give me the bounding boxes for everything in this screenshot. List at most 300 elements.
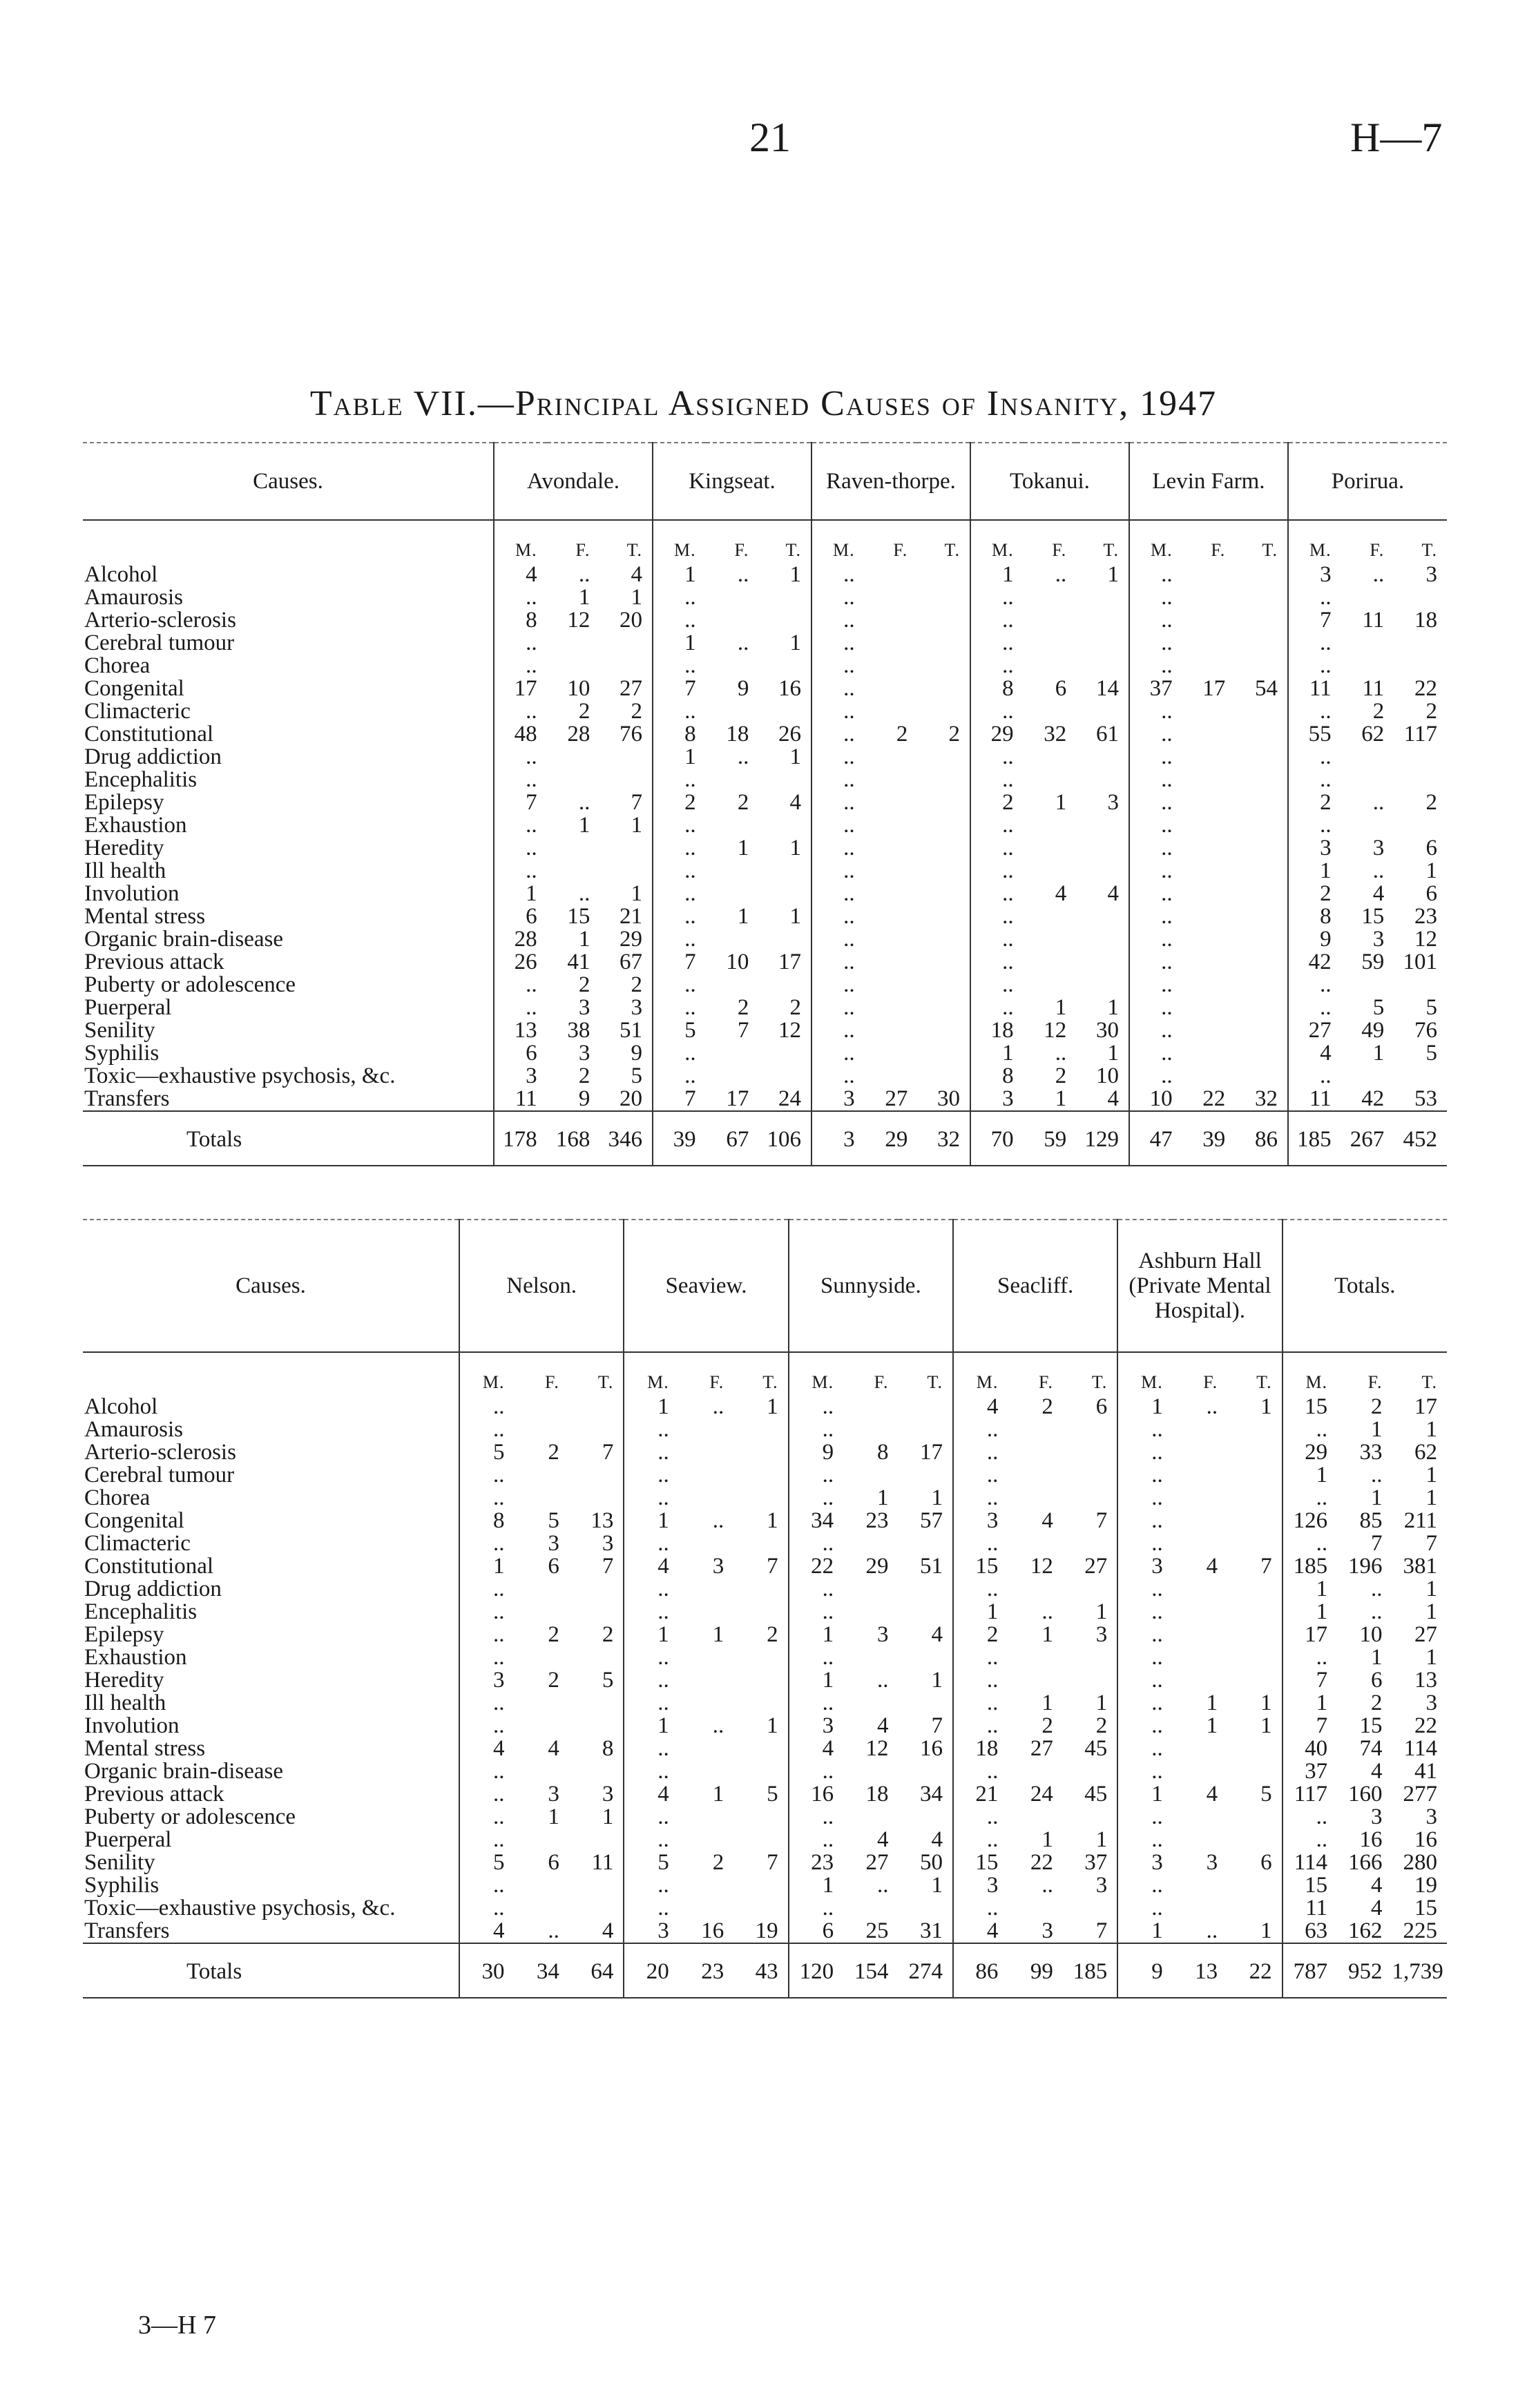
total-value: 106 <box>758 1111 811 1166</box>
cell-value <box>733 1874 788 1897</box>
cell-value: .. <box>624 1487 678 1510</box>
cell-value <box>1227 1510 1282 1532</box>
cell-value <box>569 1692 624 1715</box>
cell-value: 1 <box>1283 1601 1337 1624</box>
cell-value <box>569 1601 624 1624</box>
cell-value: .. <box>811 609 865 632</box>
cell-value: 1 <box>789 1624 843 1646</box>
cell-value <box>1063 1487 1117 1510</box>
cell-value: 1 <box>789 564 801 586</box>
cell-value: 3 <box>1117 1555 1172 1578</box>
cell-value <box>917 1065 970 1088</box>
cell-value: 4 <box>1206 1555 1218 1578</box>
cell-value <box>1235 632 1288 655</box>
cell-value: .. <box>953 1897 1008 1920</box>
cell-value: 1 <box>970 1042 1024 1065</box>
cell-value <box>733 1760 788 1783</box>
cell-value: 31 <box>919 1920 943 1943</box>
cause-label: Encephalitis <box>84 769 198 791</box>
subheader-f: F. <box>709 1372 724 1392</box>
cell-value: .. <box>789 1464 843 1487</box>
cell-value: 225 <box>1403 1920 1437 1943</box>
cell-value <box>1063 1418 1117 1441</box>
cell-value: 67 <box>620 951 643 974</box>
cell-value <box>1008 1578 1062 1601</box>
cell-value: .. <box>811 883 865 905</box>
cause-label: Organic brain-disease <box>84 1760 284 1783</box>
cell-value: .. <box>459 1601 514 1624</box>
cell-value <box>865 564 918 586</box>
cause-label: Syphilis <box>84 1042 160 1065</box>
total-value: 67 <box>706 1111 759 1166</box>
subheader-f: F. <box>1203 1372 1218 1392</box>
cell-value: .. <box>970 951 1024 974</box>
cell-value: 1 <box>1117 1396 1172 1418</box>
cell-value: 5 <box>548 1510 559 1532</box>
cell-value: 2 <box>948 723 960 746</box>
cell-value: 7 <box>1283 1715 1337 1737</box>
cell-value: .. <box>1129 769 1182 791</box>
subheader-m: M. <box>970 520 1024 564</box>
group-header-seacliff: Seacliff. <box>953 1220 1117 1352</box>
cell-value <box>843 1646 898 1669</box>
cell-value <box>733 1737 788 1760</box>
cell-value <box>1063 1532 1117 1555</box>
cell-value: 3 <box>970 1088 1024 1111</box>
cell-value: 4 <box>1372 883 1385 905</box>
total-value: 3 <box>811 1111 865 1166</box>
cell-value <box>1076 814 1129 837</box>
cell-value: 1 <box>631 814 643 837</box>
table-row <box>83 564 1447 586</box>
cell-value <box>917 609 970 632</box>
cell-value <box>917 837 970 860</box>
cell-value: 1 <box>1371 1487 1383 1510</box>
cell-value: 2 <box>548 1441 559 1464</box>
cell-value <box>1182 860 1236 883</box>
cell-value <box>843 1692 898 1715</box>
table-row <box>83 1669 1447 1692</box>
cell-value: 1 <box>1041 1829 1053 1851</box>
group-header-sunnyside: Sunnyside. <box>789 1220 953 1352</box>
cell-value: 1 <box>877 1487 889 1510</box>
cell-value: 6 <box>1371 1669 1383 1692</box>
cell-value: .. <box>1283 1829 1337 1851</box>
cell-value: .. <box>1288 1065 1341 1088</box>
cell-value: 4 <box>1371 1760 1383 1783</box>
cell-value <box>1173 1624 1227 1646</box>
cell-value: 117 <box>1403 723 1437 746</box>
cell-value: .. <box>789 1829 843 1851</box>
cell-value: 16 <box>701 1920 724 1943</box>
cell-value: .. <box>953 1806 1008 1829</box>
cell-value <box>679 1897 733 1920</box>
cell-value <box>758 883 811 905</box>
cell-value: 63 <box>1283 1920 1337 1943</box>
cell-value: 4 <box>931 1624 943 1646</box>
cell-value <box>1008 1418 1062 1441</box>
cell-value: 1 <box>1425 1578 1437 1601</box>
cell-value: 15 <box>1359 1715 1383 1737</box>
cell-value <box>1341 974 1394 996</box>
cell-value <box>899 1806 953 1829</box>
cell-value: .. <box>1117 1601 1172 1624</box>
cell-value <box>1394 655 1447 677</box>
cell-value: 1 <box>1095 1829 1108 1851</box>
cell-value: .. <box>970 746 1024 769</box>
cell-value: 7 <box>1095 1510 1108 1532</box>
cell-value: 9 <box>631 1042 643 1065</box>
cell-value <box>1173 1806 1227 1829</box>
cell-value: 17 <box>778 951 801 974</box>
cell-value: 11 <box>1288 1088 1341 1111</box>
cell-value: 5 <box>602 1669 614 1692</box>
cell-value <box>899 1760 953 1783</box>
cell-value: 4 <box>953 1920 1008 1943</box>
cell-value: 3 <box>1425 1806 1437 1829</box>
cell-value <box>679 1806 733 1829</box>
cell-value <box>917 883 970 905</box>
cell-value <box>758 860 811 883</box>
cell-value: 3 <box>1095 1624 1108 1646</box>
cell-value <box>1024 700 1077 723</box>
cell-value: 11 <box>1362 677 1385 700</box>
total-value: 20 <box>624 1943 678 1998</box>
cell-value: 12 <box>567 609 590 632</box>
cell-value <box>1394 586 1447 609</box>
subheader-f: F. <box>1052 540 1067 560</box>
cell-value: 17 <box>919 1441 943 1464</box>
cell-value: .. <box>1117 1646 1172 1669</box>
cell-value: .. <box>1129 814 1182 837</box>
cell-value <box>1235 837 1288 860</box>
causes-table-2 <box>83 1219 1447 1998</box>
cell-value: 4 <box>1288 1042 1341 1065</box>
total-value: 1,739 <box>1392 1943 1448 1998</box>
cause-label: Constitutional <box>84 1555 214 1578</box>
cell-value: 1 <box>631 586 643 609</box>
cell-value <box>917 791 970 814</box>
cell-value <box>758 655 811 677</box>
cause-label: Previous attack <box>84 951 224 974</box>
cell-value: .. <box>1041 1601 1053 1624</box>
cause-label: Syphilis <box>84 1874 160 1897</box>
cell-value <box>1227 1669 1282 1692</box>
cause-label: Toxic—exhaustive psychosis, &c. <box>84 1897 396 1920</box>
cell-value <box>1173 1829 1227 1851</box>
total-value: 23 <box>679 1943 733 1998</box>
cell-value: .. <box>459 1487 514 1510</box>
cell-value: 1 <box>494 883 547 905</box>
cause-label: Arterio-sclerosis <box>84 609 236 632</box>
cell-value <box>1076 655 1129 677</box>
cell-value: 62 <box>1361 723 1385 746</box>
subheader-m: M. <box>1283 1352 1337 1396</box>
cell-value <box>1235 996 1288 1019</box>
cell-value <box>1182 905 1236 928</box>
cell-value: 2 <box>712 1851 724 1874</box>
cell-value: .. <box>953 1578 1008 1601</box>
cell-value: 211 <box>1403 1510 1437 1532</box>
cell-value: .. <box>653 837 706 860</box>
cell-value: 17 <box>1202 677 1226 700</box>
cell-value: .. <box>1129 883 1182 905</box>
cell-value: .. <box>1371 1578 1383 1601</box>
cell-value: 41 <box>567 951 590 974</box>
cell-value: 17 <box>1283 1624 1337 1646</box>
cell-value <box>569 1578 624 1601</box>
cell-value <box>1182 586 1236 609</box>
cell-value <box>1076 700 1129 723</box>
cell-value: 16 <box>1414 1829 1437 1851</box>
cell-value: 6 <box>1055 677 1067 700</box>
cell-value: .. <box>459 1646 514 1669</box>
cell-value: 40 <box>1283 1737 1337 1760</box>
cell-value: 5 <box>1425 996 1437 1019</box>
group-header-kingseat: Kingseat. <box>653 443 811 520</box>
cell-value: 2 <box>896 723 908 746</box>
cell-value: .. <box>459 1396 514 1418</box>
cell-value: .. <box>1129 860 1182 883</box>
cell-value <box>1235 1042 1288 1065</box>
cell-value: .. <box>459 1578 514 1601</box>
cell-value: 1 <box>1055 1088 1067 1111</box>
cell-value <box>1076 928 1129 951</box>
cell-value <box>1394 746 1447 769</box>
cell-value: .. <box>1283 1418 1337 1441</box>
cell-value <box>1024 928 1077 951</box>
cell-value: .. <box>624 1578 678 1601</box>
cell-value: .. <box>1288 974 1341 996</box>
cell-value: 27 <box>1288 1019 1341 1042</box>
total-value: 185 <box>1288 1111 1341 1166</box>
total-value: 452 <box>1394 1111 1447 1166</box>
cell-value: 1 <box>1371 1418 1383 1441</box>
cell-value: 1 <box>1425 1601 1437 1624</box>
cell-value <box>1063 1806 1117 1829</box>
subheader-f: F. <box>1367 1372 1383 1392</box>
cause-label: Chorea <box>84 655 151 677</box>
table-row <box>83 1783 1447 1806</box>
cell-value: 2 <box>953 1624 1008 1646</box>
cell-value <box>899 1897 953 1920</box>
cell-value: 22 <box>1414 1715 1437 1737</box>
cell-value: .. <box>811 1065 865 1088</box>
cell-value: 1 <box>1107 996 1119 1019</box>
cell-value: 9 <box>578 1088 590 1111</box>
cell-value <box>1235 609 1288 632</box>
cell-value: 6 <box>1260 1851 1272 1874</box>
table-row <box>83 1396 1447 1418</box>
cell-value: .. <box>1288 769 1341 791</box>
cell-value: 162 <box>1348 1920 1383 1943</box>
cell-value: 24 <box>778 1088 801 1111</box>
cell-value <box>1341 1065 1394 1088</box>
cell-value: .. <box>1288 632 1341 655</box>
cell-value: .. <box>1129 928 1182 951</box>
cell-value <box>1227 1897 1282 1920</box>
cause-label: Puberty or adolescence <box>84 974 296 996</box>
cell-value: 16 <box>778 677 801 700</box>
cell-value: .. <box>459 1624 514 1646</box>
table-row <box>83 1441 1447 1464</box>
cell-value: 6 <box>1425 883 1437 905</box>
cell-value <box>843 1464 898 1487</box>
cell-value <box>758 700 811 723</box>
subheader-t: T. <box>1421 1372 1437 1392</box>
cell-value: 11 <box>591 1851 614 1874</box>
cell-value: .. <box>494 837 547 860</box>
cell-value <box>843 1418 898 1441</box>
cell-value: 15 <box>567 905 590 928</box>
cell-value: .. <box>653 609 706 632</box>
total-value: 29 <box>865 1111 918 1166</box>
cell-value: .. <box>970 883 1024 905</box>
cell-value: 12 <box>865 1737 889 1760</box>
cause-label: Epilepsy <box>84 1624 164 1646</box>
cell-value <box>569 1396 624 1418</box>
cell-value: 3 <box>1095 1874 1108 1897</box>
cell-value: 18 <box>865 1783 889 1806</box>
table-row <box>83 791 1447 814</box>
cell-value <box>1394 974 1447 996</box>
cell-value: .. <box>1371 1601 1383 1624</box>
group-header-tokanui: Tokanui. <box>970 443 1129 520</box>
cell-value: 10 <box>726 951 749 974</box>
cell-value: 12 <box>1414 928 1437 951</box>
cell-value: 185 <box>1283 1555 1337 1578</box>
table-row <box>83 1042 1447 1065</box>
totals-row <box>83 1943 1447 1998</box>
subheader-t: T. <box>785 540 801 560</box>
subheader-t: T. <box>1091 1372 1108 1392</box>
cell-value <box>1182 564 1236 586</box>
cell-value: 29 <box>1283 1441 1337 1464</box>
cell-value: .. <box>1117 1464 1172 1487</box>
cell-value: 13 <box>1414 1669 1437 1692</box>
cell-value: .. <box>877 1669 889 1692</box>
cell-value: 7 <box>1095 1920 1108 1943</box>
cell-value <box>899 1532 953 1555</box>
cell-value: .. <box>789 1578 843 1601</box>
cell-value <box>1182 996 1236 1019</box>
table-row <box>83 837 1447 860</box>
cell-value: .. <box>459 1692 514 1715</box>
cell-value <box>733 1464 788 1487</box>
cell-value: .. <box>1117 1510 1172 1532</box>
cell-value: .. <box>789 1396 843 1418</box>
cell-value: 1 <box>548 1806 559 1829</box>
group-header-nelson: Nelson. <box>459 1220 624 1352</box>
total-value: 30 <box>459 1943 514 1998</box>
cell-value: 22 <box>789 1555 843 1578</box>
cell-value: .. <box>624 1897 678 1920</box>
cell-value: 1 <box>602 1806 614 1829</box>
cell-value: .. <box>789 1897 843 1920</box>
cell-value: .. <box>653 655 706 677</box>
cell-value <box>1227 1441 1282 1464</box>
cell-value: 34 <box>789 1510 843 1532</box>
group-header-seaview: Seaview. <box>624 1220 788 1352</box>
group-header-porirua: Porirua. <box>1288 443 1447 520</box>
cell-value <box>843 1396 898 1418</box>
cell-value: 22 <box>1202 1088 1226 1111</box>
cell-value <box>1024 632 1077 655</box>
cell-value: .. <box>494 586 547 609</box>
cause-label: Exhaustion <box>84 1646 187 1669</box>
cell-value: 20 <box>620 1088 643 1111</box>
cell-value <box>917 655 970 677</box>
cell-value: 1 <box>1283 1692 1337 1715</box>
cell-value <box>514 1578 568 1601</box>
cause-label: Puberty or adolescence <box>84 1806 296 1829</box>
cell-value <box>679 1737 733 1760</box>
cell-value: 1 <box>578 586 590 609</box>
cell-value: 1 <box>1095 1692 1108 1715</box>
cell-value: .. <box>811 996 865 1019</box>
cell-value <box>1227 1532 1282 1555</box>
cause-label: Involution <box>84 1715 180 1737</box>
cell-value: .. <box>712 1396 724 1418</box>
table-row <box>83 746 1447 769</box>
cell-value <box>1076 586 1129 609</box>
cell-value <box>733 1601 788 1624</box>
cell-value <box>865 655 918 677</box>
cell-value: 11 <box>494 1088 547 1111</box>
subheader-f: F. <box>893 540 908 560</box>
cell-value: .. <box>953 1532 1008 1555</box>
cell-value: .. <box>811 791 865 814</box>
cell-value: 51 <box>919 1555 943 1578</box>
cell-value <box>679 1669 733 1692</box>
cell-value <box>758 814 811 837</box>
cause-label: Ill health <box>84 1692 166 1715</box>
total-value: 99 <box>1008 1943 1062 1998</box>
cell-value: .. <box>1372 860 1385 883</box>
cell-value: 15 <box>1414 1897 1437 1920</box>
cell-value <box>1182 632 1236 655</box>
cell-value: 1 <box>789 905 801 928</box>
cell-value: 1 <box>624 1715 678 1737</box>
subheader-m: M. <box>494 520 547 564</box>
cell-value: 7 <box>767 1851 778 1874</box>
cell-value: 1 <box>624 1510 678 1532</box>
table-row <box>83 951 1447 974</box>
cell-value: 62 <box>1414 1441 1437 1464</box>
cell-value <box>865 677 918 700</box>
cell-value <box>1024 951 1077 974</box>
subheader-m: M. <box>653 520 706 564</box>
cell-value: 1 <box>737 837 749 860</box>
cell-value <box>1173 1487 1227 1510</box>
total-value: 34 <box>514 1943 568 1998</box>
cell-value: .. <box>811 700 865 723</box>
cell-value: 59 <box>1361 951 1385 974</box>
table-row <box>83 632 1447 655</box>
cell-value: 10 <box>567 677 590 700</box>
cell-value: .. <box>970 837 1024 860</box>
cell-value <box>1182 883 1236 905</box>
cell-value: 15 <box>953 1555 1008 1578</box>
cell-value: .. <box>1129 700 1182 723</box>
cell-value: .. <box>877 1874 889 1897</box>
cell-value <box>547 837 600 860</box>
subheader-t: T. <box>927 1372 943 1392</box>
cell-value <box>679 1646 733 1669</box>
cell-value: 21 <box>620 905 643 928</box>
cause-label: Amaurosis <box>84 586 183 609</box>
cell-value <box>1008 1487 1062 1510</box>
